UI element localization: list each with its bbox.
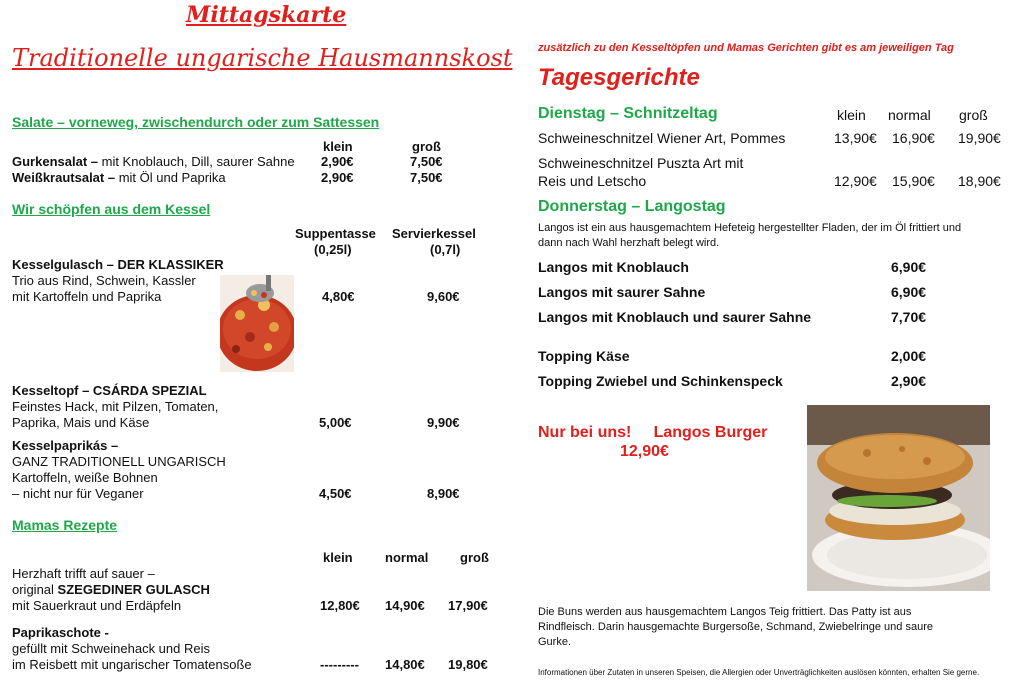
gulasch-photo [220, 275, 294, 372]
tuesday-price-normal: 16,90€ [892, 130, 935, 146]
mamas-col-large: groß [460, 550, 489, 565]
kessel-item-line: Paprika, Mais und Käse [12, 415, 150, 430]
menu-title: Mittagskarte [186, 2, 347, 28]
tuesday-heading: Dienstag – Schnitzeltag [538, 105, 718, 122]
kessel-col2-sub: (0,7l) [430, 242, 461, 257]
kessel-col2: Servierkessel [392, 226, 476, 241]
kessel-price1: 5,00€ [319, 415, 352, 430]
langos-burger-photo [807, 405, 990, 591]
tuesday-col-small: klein [837, 107, 866, 123]
tuesday-col-large: groß [959, 107, 988, 123]
salad-price-large: 7,50€ [410, 154, 443, 169]
tuesday-item-line: Reis und Letscho [538, 173, 647, 189]
salad-price-small: 2,90€ [321, 170, 354, 185]
kessel-item-line: Trio aus Rind, Schwein, Kassler [12, 273, 196, 288]
tuesday-price-large: 19,90€ [958, 130, 1001, 146]
kessel-item-line: GANZ TRADITIONELL UNGARISCH [12, 454, 226, 469]
kessel-item-line: Kartoffeln, weiße Bohnen [12, 470, 158, 485]
burger-price: 12,90€ [620, 443, 669, 460]
tuesday-price-small: 12,90€ [834, 173, 877, 189]
salads-col-small: klein [323, 139, 353, 154]
mamas-item-line: original SZEGEDINER GULASCH [12, 582, 210, 597]
burger-label: Nur bei uns! Langos Burger [538, 424, 768, 441]
mamas-price-normal: 14,90€ [385, 598, 425, 613]
tuesday-price-small: 13,90€ [834, 130, 877, 146]
langos-price: 7,70€ [891, 309, 927, 325]
topping-item: Topping Käse [538, 348, 630, 364]
tuesday-price-normal: 15,90€ [892, 173, 935, 189]
tuesday-col-normal: normal [888, 107, 931, 123]
topping-price: 2,90€ [891, 373, 927, 389]
mamas-price-large: 19,80€ [448, 657, 488, 672]
salads-col-large: groß [412, 139, 441, 154]
daily-heading: Tagesgerichte [538, 64, 700, 91]
langos-item: Langos mit Knoblauch [538, 259, 689, 275]
salad-item: Weißkrautsalat – mit Öl und Paprika [12, 170, 226, 185]
kessel-col1: Suppentasse [295, 226, 376, 241]
tuesday-price-large: 18,90€ [958, 173, 1001, 189]
topping-item: Topping Zwiebel und Schinkenspeck [538, 373, 783, 389]
mamas-item-line: gefüllt mit Schweinehack und Reis [12, 641, 210, 656]
burger-desc: Rindfleisch. Darin hausgemachte Burgersoße, Schmand, Zwiebelringe und saure [538, 621, 933, 633]
kessel-item-title: Kesselpaprikás – [12, 438, 119, 453]
kessel-col1-sub: (0,25l) [314, 242, 352, 257]
mamas-heading: Mamas Rezepte [12, 517, 118, 533]
mamas-price-small: 12,80€ [320, 598, 360, 613]
mamas-col-normal: normal [385, 550, 429, 565]
kessel-price2: 9,60€ [427, 289, 460, 304]
burger-desc: Die Buns werden aus hausgemachtem Langos Teig frittiert. Das Patty ist aus [538, 606, 912, 618]
langos-price: 6,90€ [891, 284, 927, 300]
kessel-price2: 8,90€ [427, 486, 460, 501]
langos-item: Langos mit Knoblauch und saurer Sahne [538, 309, 812, 325]
menu-subtitle: Traditionelle ungarische Hausmannskost [12, 44, 513, 72]
mamas-col-small: klein [323, 550, 353, 565]
mamas-price-small: --------- [320, 657, 359, 672]
topping-price: 2,00€ [891, 348, 927, 364]
kessel-item-title: Kesseltopf – CSÁRDA SPEZIAL [12, 383, 207, 398]
salad-item: Gurkensalat – mit Knoblauch, Dill, saurer Sahne [12, 154, 295, 169]
kessel-price1: 4,50€ [319, 486, 352, 501]
thursday-desc: Langos ist ein aus hausgemachtem Hefeteig hergestellter Fladen, der im Öl frittiert und [538, 222, 962, 234]
salad-price-large: 7,50€ [410, 170, 443, 185]
kessel-price1: 4,80€ [322, 289, 355, 304]
kessel-item-line: – nicht nur für Veganer [12, 486, 144, 501]
langos-price: 6,90€ [891, 259, 927, 275]
kessel-item-line: mit Kartoffeln und Paprika [12, 289, 162, 304]
salad-price-small: 2,90€ [321, 154, 354, 169]
burger-desc: Gurke. [538, 636, 572, 648]
kessel-item-title: Kesselgulasch – DER KLASSIKER [12, 257, 224, 272]
daily-note: zusätzlich zu den Kesseltöpfen und Mamas Gerichten gibt es am jeweiligen Tag [538, 42, 954, 54]
mamas-price-large: 17,90€ [448, 598, 488, 613]
kessel-price2: 9,90€ [427, 415, 460, 430]
mamas-item-line: Herzhaft trifft auf sauer – [12, 566, 155, 581]
allergy-footer: Informationen über Zutaten in unseren Speisen, die Allergien oder Unverträglichkeiten auslösen könnten, erhalten Sie gerne. [538, 668, 980, 677]
kessel-heading: Wir schöpfen aus dem Kessel [12, 201, 211, 217]
tuesday-item-line: Schweineschnitzel Wiener Art, Pommes [538, 130, 786, 146]
mamas-item-title: Paprikaschote - [12, 625, 109, 640]
salads-heading: Salate – vorneweg, zwischendurch oder zum Sattessen [12, 114, 380, 130]
thursday-heading: Donnerstag – Langostag [538, 198, 726, 215]
mamas-item-line: im Reisbett mit ungarischer Tomatensoße [12, 657, 252, 672]
langos-item: Langos mit saurer Sahne [538, 284, 706, 300]
kessel-item-line: Feinstes Hack, mit Pilzen, Tomaten, [12, 399, 219, 414]
tuesday-item-line: Schweineschnitzel Puszta Art mit [538, 155, 744, 171]
mamas-price-normal: 14,80€ [385, 657, 425, 672]
thursday-desc: dann nach Wahl herzhaft belegt wird. [538, 237, 720, 249]
mamas-item-line: mit Sauerkraut und Erdäpfeln [12, 598, 182, 613]
